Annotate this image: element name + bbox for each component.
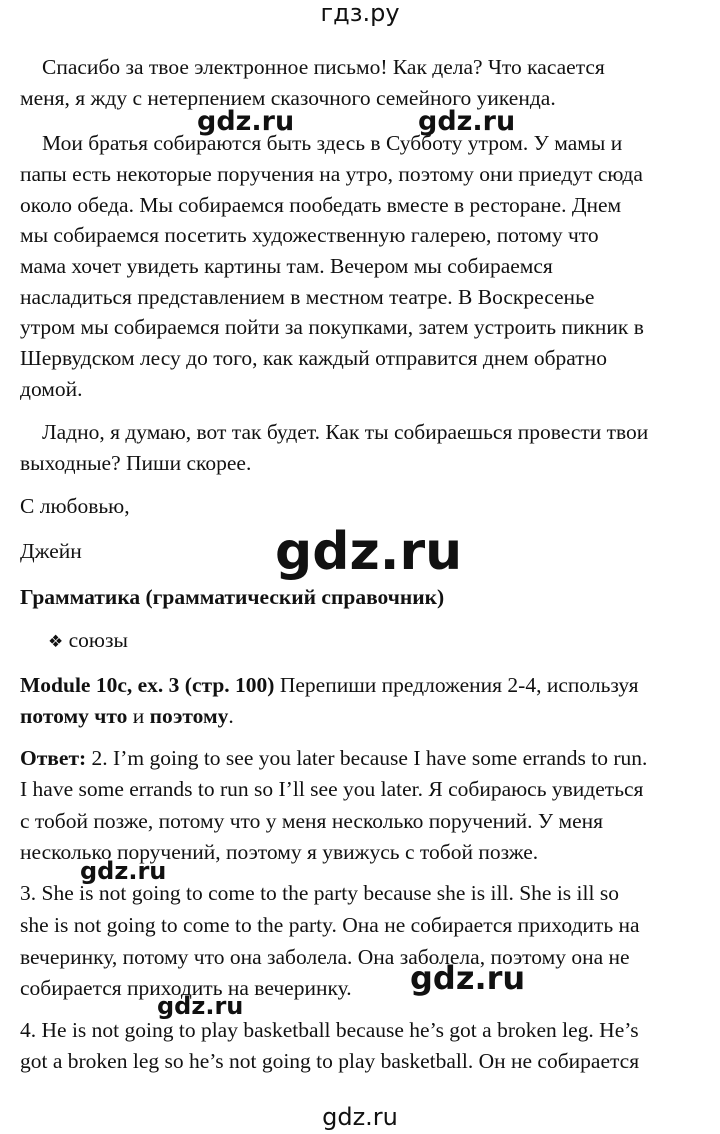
watermark: gdz.ru (410, 959, 526, 997)
site-footer: gdz.ru (322, 1103, 398, 1131)
letter-line: меня, я жду с нетерпением сказочного семейного уикенда. (20, 86, 556, 110)
letter-line: мама хочет увидеть картины там. Вечером мы собираемся (20, 254, 553, 278)
letter-closing: С любовью, (20, 494, 130, 518)
diamond-bullet-icon: ❖ (48, 632, 64, 652)
watermark: gdz.ru (418, 106, 516, 137)
letter-line: мы собираемся посетить художественную галерею, потому что (20, 223, 599, 247)
answer-line: 4. He is not going to play basketball because he’s got a broken leg. He’s (20, 1018, 639, 1042)
answer-line: I have some errands to run so I’ll see you later. Я собираюсь увидеться (20, 777, 644, 801)
answer-label: Ответ: (20, 746, 87, 770)
grammar-bullet-item (48, 627, 128, 655)
letter-line: Шервудском лесу до того, как каждый отправится днем обратно (20, 346, 607, 370)
answer-text: 2. I’m going to see you later because I have some errands to run. (86, 746, 648, 770)
conjunction-because: потому что (20, 704, 128, 728)
letter-line: выходные? Пиши скорее. (20, 451, 252, 475)
exercise-dot: . (228, 704, 234, 728)
grammar-heading: Грамматика (грамматический справочник) (20, 585, 445, 609)
exercise-line (20, 703, 234, 729)
site-header: гдз.ру (320, 0, 400, 27)
answer-line: несколько поручений, поэтому я увижусь с тобой позже. (20, 840, 539, 864)
letter-line: насладиться представлением в местном театре. В Воскресенье (20, 285, 595, 309)
exercise-task: Перепиши предложения 2-4, используя (274, 673, 639, 697)
exercise-line (20, 672, 639, 698)
answer-line: got a broken leg so he’s not going to play basketball. Он не собирается (20, 1049, 640, 1073)
watermark: gdz.ru (80, 857, 167, 885)
letter-line: Спасибо за твое электронное письмо! Как дела? Что касается (42, 55, 605, 79)
letter-line: папы есть некоторые поручения на утро, поэтому они приедут сюда (20, 162, 643, 186)
watermark-large: gdz.ru (275, 522, 463, 582)
letter-line: около обеда. Мы собираемся пообедать вместе в ресторане. Днем (20, 193, 622, 217)
letter-line: Ладно, я думаю, вот так будет. Как ты собираешься провести твои (42, 420, 649, 444)
answer-line: 3. She is not going to come to the party because she is ill. She is ill so (20, 881, 619, 905)
letter-signature: Джейн (20, 539, 82, 563)
answer-line: she is not going to come to the party. Она не собирается приходить на (20, 913, 640, 937)
answer-line: собирается приходить на вечеринку. (20, 976, 352, 1000)
letter-line: утром мы собираемся пойти за покупками, затем устроить пикник в (20, 315, 644, 339)
conjunction-so: поэтому (149, 704, 229, 728)
exercise-ref: Module 10c, ex. 3 (стр. 100) (20, 673, 275, 697)
grammar-item-label: союзы (68, 628, 128, 652)
watermark: gdz.ru (157, 992, 244, 1020)
letter-line: Мои братья собираются быть здесь в Субботу утром. У мамы и (42, 131, 623, 155)
answer-line: с тобой позже, потому что у меня несколько поручений. У меня (20, 809, 604, 833)
answer-line (20, 745, 647, 771)
watermark: gdz.ru (197, 106, 295, 137)
answer-line: вечеринку, потому что она заболела. Она заболела, поэтому она не (20, 945, 630, 969)
conjunction-and: и (127, 704, 150, 728)
letter-line: домой. (20, 377, 83, 401)
